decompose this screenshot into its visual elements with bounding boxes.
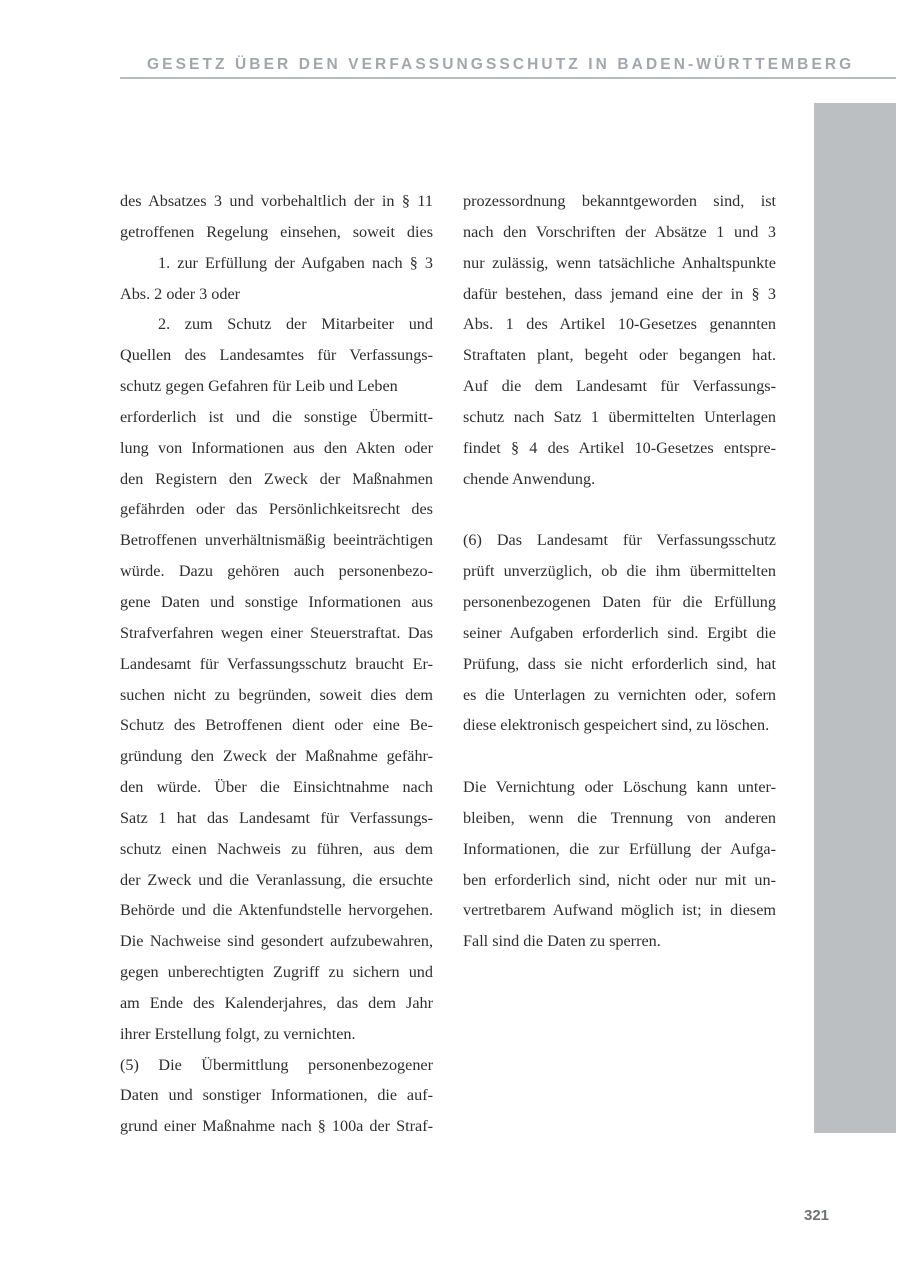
left-column: [120, 186, 433, 1142]
text-line: der Zweck und die Veranlassung, die ersuchte: [120, 870, 433, 889]
text-line: vertretbarem Aufwand möglich ist; in diesem: [463, 901, 776, 920]
text-line: lung von Informationen aus den Akten oder: [120, 438, 433, 457]
text-line: den würde. Über die Einsichtnahme nach: [120, 778, 433, 797]
text-line: Strafverfahren wegen einer Steuerstraftat. Das: [120, 623, 433, 642]
text-line: Betroffenen unverhältnismäßig beeinträchtigen: [120, 531, 433, 550]
right-column: [463, 186, 776, 957]
text-line: ben erforderlich sind, nicht oder nur mit un-: [463, 870, 776, 889]
text-line: gene Daten und sonstige Informationen aus: [120, 592, 433, 611]
text-line: Abs. 1 des Artikel 10-Gesetzes genannten: [463, 315, 776, 334]
text-line: findet § 4 des Artikel 10-Gesetzes entspre-: [463, 438, 776, 457]
text-line: schutz nach Satz 1 übermittelten Unterlagen: [463, 407, 776, 426]
text-line: suchen nicht zu begründen, soweit dies dem: [120, 685, 433, 704]
text-line: (6) Das Landesamt für Verfassungsschutz: [463, 531, 776, 550]
text-line: Prüfung, dass sie nicht erforderlich sind, hat: [463, 654, 776, 673]
text-line: personenbezogenen Daten für die Erfüllung: [463, 592, 776, 611]
text-line: Schutz des Betroffenen dient oder eine Be-: [120, 716, 433, 735]
text-line: Satz 1 hat das Landesamt für Verfassungs-: [120, 808, 433, 827]
text-line: Daten und sonstiger Informationen, die auf-: [120, 1086, 433, 1105]
text-line: Fall sind die Daten zu sperren.: [463, 932, 661, 951]
text-line: gefährden oder das Persönlichkeitsrecht des: [120, 500, 433, 519]
text-line: prozessordnung bekanntgeworden sind, ist: [463, 192, 776, 210]
header-rule: [120, 77, 896, 79]
list-item-1: 1. zur Erfüllung der Aufgaben nach § 3: [158, 253, 433, 272]
text-line: seiner Aufgaben erforderlich sind. Ergibt die: [463, 623, 776, 642]
paragraph-6: [463, 525, 776, 741]
text-line: würde. Dazu gehören auch personenbezo-: [120, 562, 433, 581]
text-line: gründung den Zweck der Maßnahme gefähr-: [120, 747, 433, 766]
text-line: ihrer Erstellung folgt, zu vernichten.: [120, 1024, 356, 1043]
text-line: Informationen, die zur Erfüllung der Aufga-: [463, 839, 776, 858]
text-line: erforderlich ist und die sonstige Übermitt-: [120, 407, 433, 426]
text-line: Die Vernichtung oder Löschung kann unter-: [463, 778, 776, 797]
text-line: getroffenen Regelung einsehen, soweit dies: [120, 222, 433, 241]
list-item-2: 2. zum Schutz der Mitarbeiter und: [158, 315, 433, 334]
paragraph-5-continued: [463, 186, 776, 494]
text-line: schutz einen Nachweis zu führen, aus dem: [120, 839, 433, 858]
paragraph-gap: [463, 741, 776, 772]
text-line: dafür bestehen, dass jemand eine der in § 3: [463, 284, 776, 303]
text-line: grund einer Maßnahme nach § 100a der Straf-: [120, 1117, 433, 1136]
side-bar: [814, 103, 896, 1133]
paragraph-6-continued: [463, 772, 776, 957]
text-line: Auf die dem Landesamt für Verfassungs-: [463, 377, 776, 396]
page-number: 321: [804, 1207, 830, 1224]
text-line: Straftaten plant, begeht oder begangen hat.: [463, 346, 776, 365]
text-line: Quellen des Landesamtes für Verfassungs-: [120, 346, 433, 365]
text-line: schutz gegen Gefahren für Leib und Leben: [120, 377, 398, 396]
text-line: des Absatzes 3 und vorbehaltlich der in § 11: [120, 192, 433, 210]
text-line: es die Unterlagen zu vernichten oder, sofern: [463, 685, 776, 704]
running-header: GESETZ ÜBER DEN VERFASSUNGSSCHUTZ IN BADEN-WÜRTTEMBERG: [147, 56, 855, 73]
paragraph-gap: [463, 494, 776, 525]
text-line: Landesamt für Verfassungsschutz braucht Er-: [120, 654, 433, 673]
text-line: Abs. 2 oder 3 oder: [120, 284, 241, 303]
text-line: bleiben, wenn die Trennung von anderen: [463, 808, 776, 827]
text-line: prüft unverzüglich, ob die ihm übermittelten: [463, 562, 776, 581]
text-line: am Ende des Kalenderjahres, das dem Jahr: [120, 993, 433, 1012]
text-line: chende Anwendung.: [463, 469, 596, 488]
text-line: nach den Vorschriften der Absätze 1 und 3: [463, 222, 776, 241]
text-line: Behörde und die Aktenfundstelle hervorgehen.: [120, 901, 433, 920]
text-line: nur zulässig, wenn tatsächliche Anhaltspunkte: [463, 253, 776, 272]
text-line: den Registern den Zweck der Maßnahmen: [120, 469, 433, 488]
text-line: Die Nachweise sind gesondert aufzubewahren,: [120, 932, 433, 951]
text-line: diese elektronisch gespeichert sind, zu löschen.: [463, 716, 770, 735]
text-line: gegen unberechtigten Zugriff zu sichern und: [120, 963, 433, 982]
section-5-start: (5) Die Übermittlung personenbezogener: [120, 1055, 433, 1074]
